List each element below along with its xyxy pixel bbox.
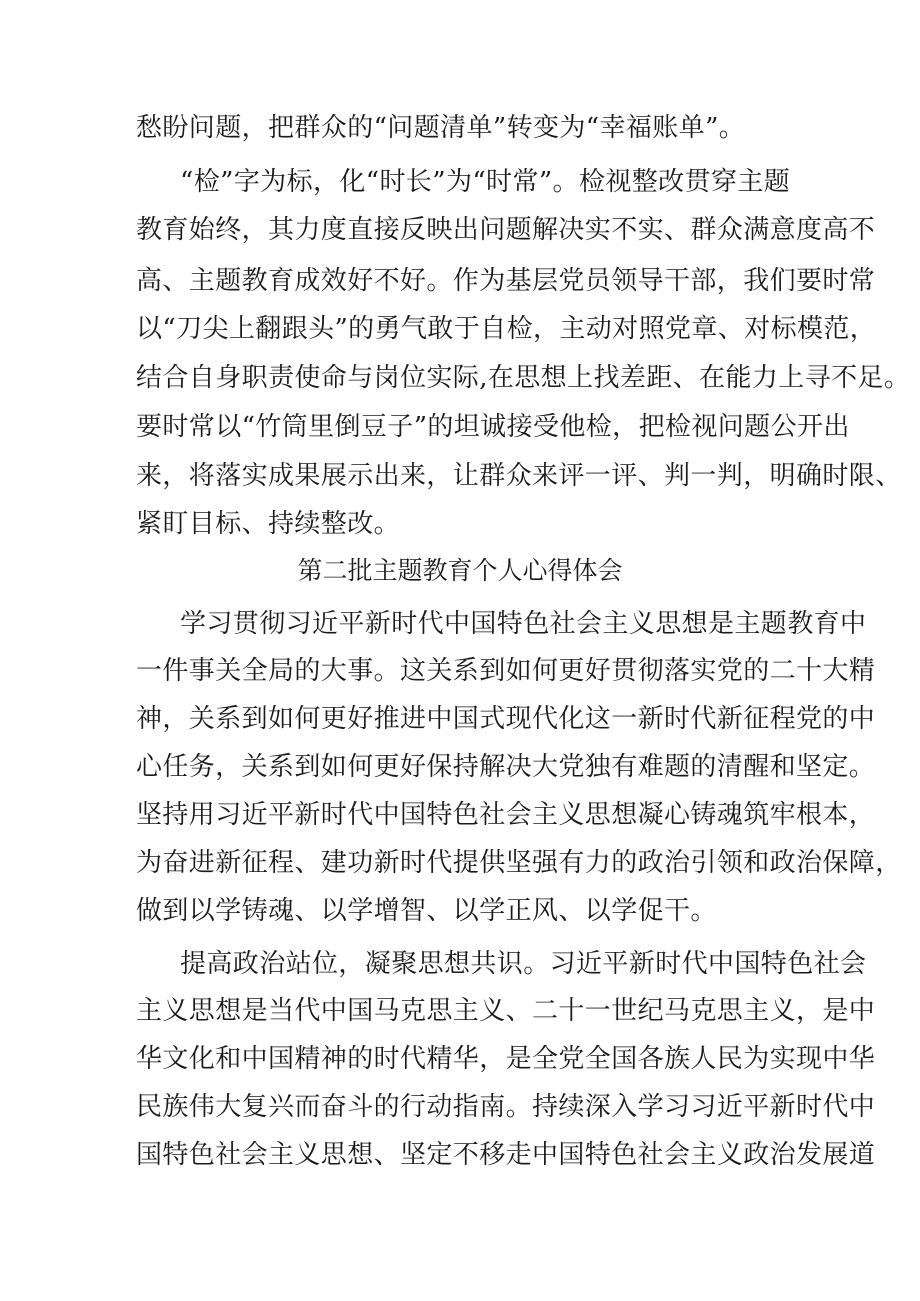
text-line: 紧盯目标、持续整改。	[136, 509, 401, 539]
text-line: 为奋进新征程、建功新时代提供坚强有力的政治引领和政治保障，	[136, 848, 902, 878]
paragraph-start-line: 提高政治站位，凝聚思想共识。习近平新时代中国特色社会	[180, 949, 867, 979]
text-line: 以“刀尖上翻跟头”的勇气敢于自检，主动对照党章、对标模范，	[136, 314, 877, 344]
text-line: 民族伟大复兴而奋斗的行动指南。持续深入学习习近平新时代中	[136, 1092, 876, 1122]
paragraph-start-line: 学习贯彻习近平新时代中国特色社会主义思想是主题教育中	[180, 609, 867, 639]
text-line: 主义思想是当代中国马克思主义、二十一世纪马克思主义，是中	[136, 996, 876, 1026]
section-title: 第二批主题教育个人心得体会	[297, 556, 623, 585]
text-line: 神，关系到如何更好推进中国式现代化这一新时代新征程党的中	[136, 704, 876, 734]
text-line: 华文化和中国精神的时代精华，是全党全国各族人民为实现中华	[136, 1044, 876, 1074]
text-line: 坚持用习近平新时代中国特色社会主义思想凝心铸魂筑牢根本，	[136, 800, 876, 830]
text-line: 国特色社会主义思想、坚定不移走中国特色社会主义政治发展道	[136, 1140, 876, 1170]
paragraph-start-line: “检”字为标，化“时长”为“时常”。检视整改贯穿主题	[180, 167, 791, 197]
text-line: 心任务，关系到如何更好保持解决大党独有难题的清醒和坚定。	[136, 752, 876, 782]
text-line: 来，将落实成果展示出来，让群众来评一评、判一判，明确时限、	[136, 461, 902, 491]
text-line: 愁盼问题，把群众的“问题清单”转变为“幸福账单”。	[136, 113, 746, 143]
text-line: 要时常以“竹筒里倒豆子”的坦诚接受他检，把检视问题公开出	[136, 412, 850, 442]
text-line: 做到以学铸魂、以学增智、以学正风、以学促干。	[136, 896, 717, 926]
text-line: 教育始终，其力度直接反映出问题解决实不实、群众满意度高不	[136, 215, 876, 245]
text-line: 高、主题教育成效好不好。作为基层党员领导干部，我们要时常	[136, 266, 876, 296]
text-line: 结合自身职责使命与岗位实际,在思想上找差距、在能力上寻不足。	[136, 363, 911, 393]
text-line: 一件事关全局的大事。这关系到如何更好贯彻落实党的二十大精	[136, 656, 876, 686]
